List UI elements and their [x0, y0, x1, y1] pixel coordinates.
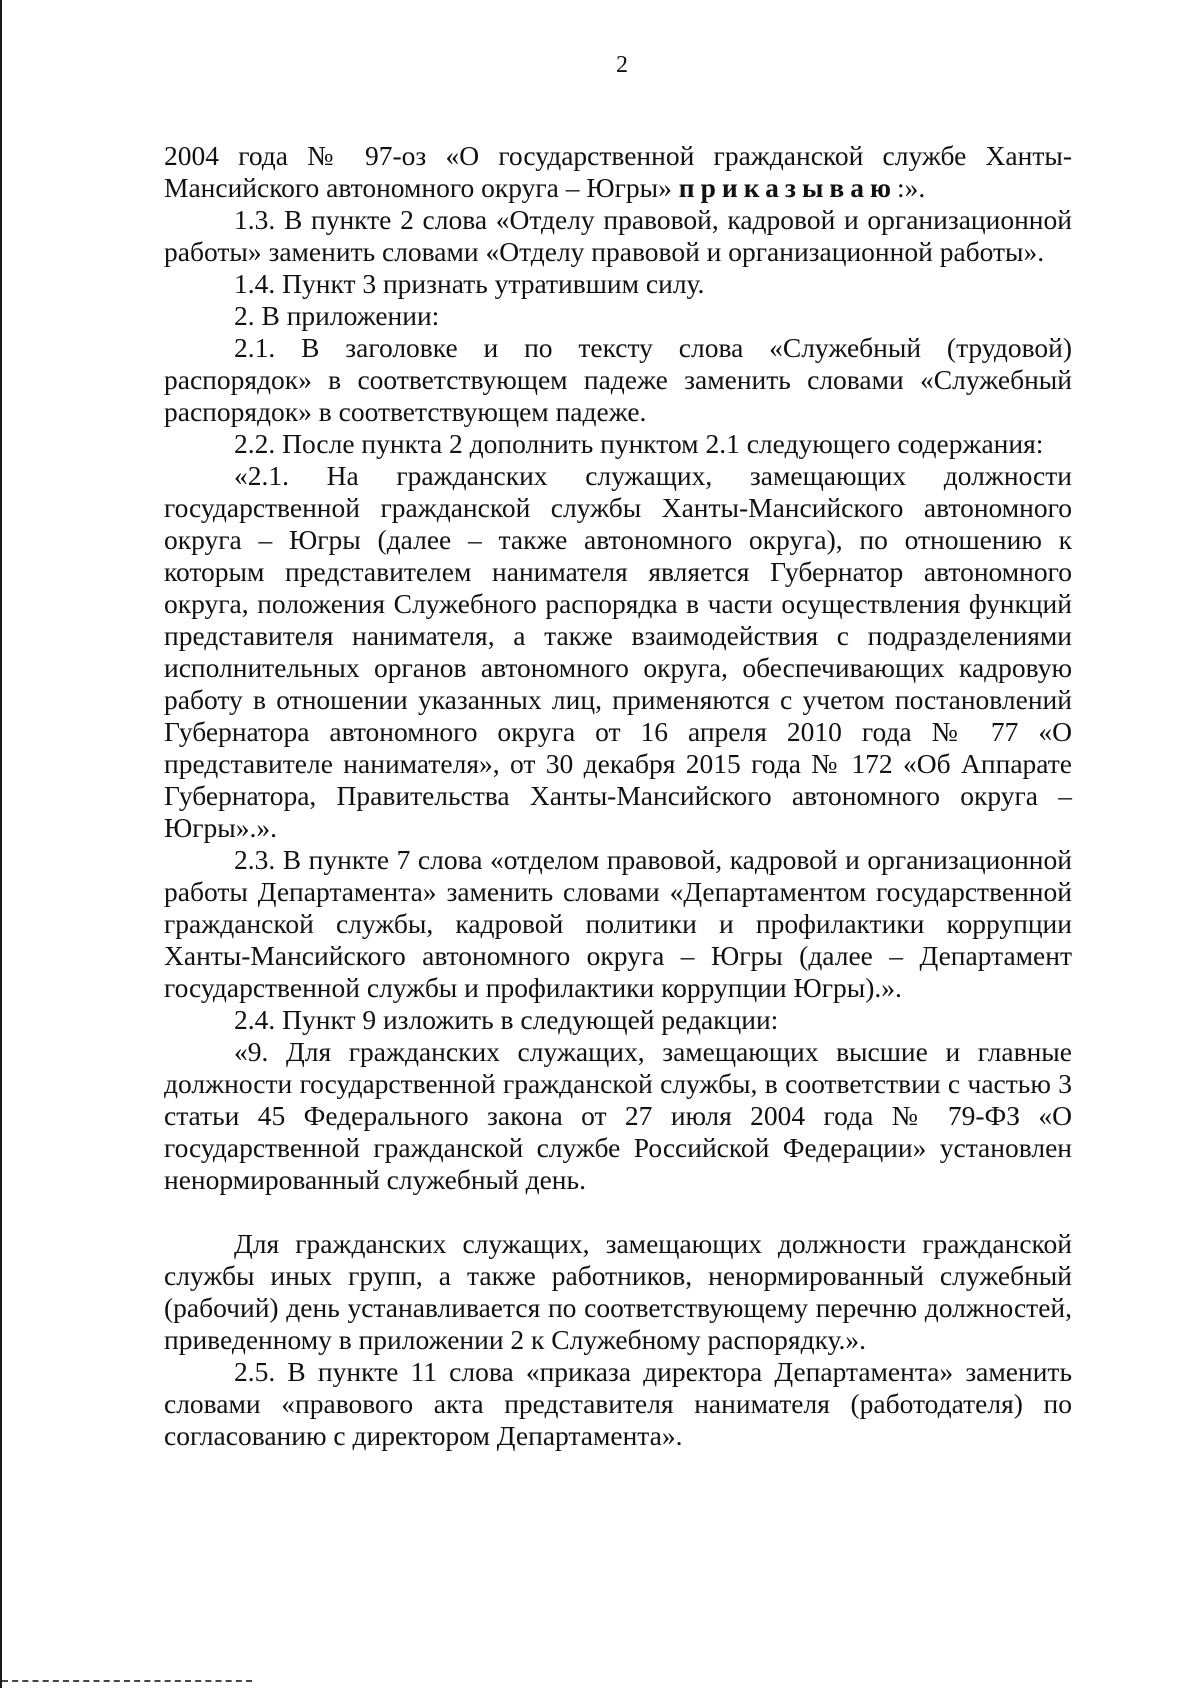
paragraph-1-3: 1.3. В пункте 2 слова «Отделу правовой, кадровой и организационной работы» заменить словами «Отделу правовой и организационной работы».: [164, 204, 1072, 267]
paragraph-2-4-quote-continued: Для гражданских служащих, замещающих должности гражданской службы иных групп, а также работников, ненормированный служебный (рабочий) день устанавливается по соответствующему перечню должностей, приведенному в приложении 2 к Служебному распорядку.».: [164, 1228, 1072, 1355]
paragraph-2-4-quote: «9. Для гражданских служащих, замещающих высшие и главные должности государственной гражданской службы, в соответствии с частью 3 статьи 45 Федерального закона от 27 июля 2004 года № 79-ФЗ «О государственной гражданской службе Российской Федерации» установлен ненормированный служебный день.: [164, 1036, 1072, 1195]
paragraph-2-2-quote: «2.1. На гражданских служащих, замещающих должности государственной гражданской службы Ханты-Мансийского автономного округа – Югры (далее – также автономного округа), по отношению к которым представителем нанимателя является Губернатор автономного округа, положения Служебного распорядка в части осуществления функций представителя нанимателя, а также взаимодействия с подразделениями исполнительных органов автономного округа, обеспечивающих кадровую работу в отношении указанных лиц, применяются с учетом постановлений Губернатора автономного округа от 16 апреля 2010 года № 77 «О представителе нанимателя», от 30 декабря 2015 года № 172 «Об Аппарате Губернатора, Правительства Ханты-Мансийского автономного округа – Югры».».: [164, 460, 1072, 843]
document-body: [164, 140, 1072, 1452]
paragraph-intro: [164, 140, 1072, 204]
scan-edge-line: [2, 1680, 252, 1682]
paragraph-1-4: 1.4. Пункт 3 признать утратившим силу.: [234, 268, 705, 299]
paragraph-2-3: 2.3. В пункте 7 слова «отделом правовой, кадровой и организационной работы Департамента» заменить словами «Департаментом государственной гражданской службы, кадровой политики и профилактики коррупции Ханты-Мансийского автономного округа – Югры (далее – Департамент государственной службы и профилактики коррупции Югры).».: [164, 844, 1072, 1003]
paragraph-2: 2. В приложении:: [234, 300, 440, 331]
intro-text: 2004 года № 97-оз «О государственной гражданской службе Ханты-Мансийского автономного округа – Югры»: [164, 140, 1072, 203]
page-number: 2: [616, 52, 628, 78]
paragraph-2-2: 2.2. После пункта 2 дополнить пунктом 2.1 следующего содержания:: [234, 428, 1044, 459]
paragraph-2-5: 2.5. В пункте 11 слова «приказа директора Департамента» заменить словами «правового акта представителя нанимателя (работодателя) по согласованию с директором Департамента».: [164, 1356, 1072, 1451]
paragraph-spacer: [164, 1196, 1072, 1228]
order-keyword: приказываю: [678, 172, 898, 203]
paragraph-2-4: 2.4. Пункт 9 изложить в следующей редакции:: [234, 1004, 779, 1035]
intro-ending: :».: [897, 172, 926, 203]
paragraph-2-1: 2.1. В заголовке и по тексту слова «Служебный (трудовой) распорядок» в соответствующем падеже заменить словами «Служебный распорядок» в соответствующем падеже.: [164, 332, 1072, 427]
